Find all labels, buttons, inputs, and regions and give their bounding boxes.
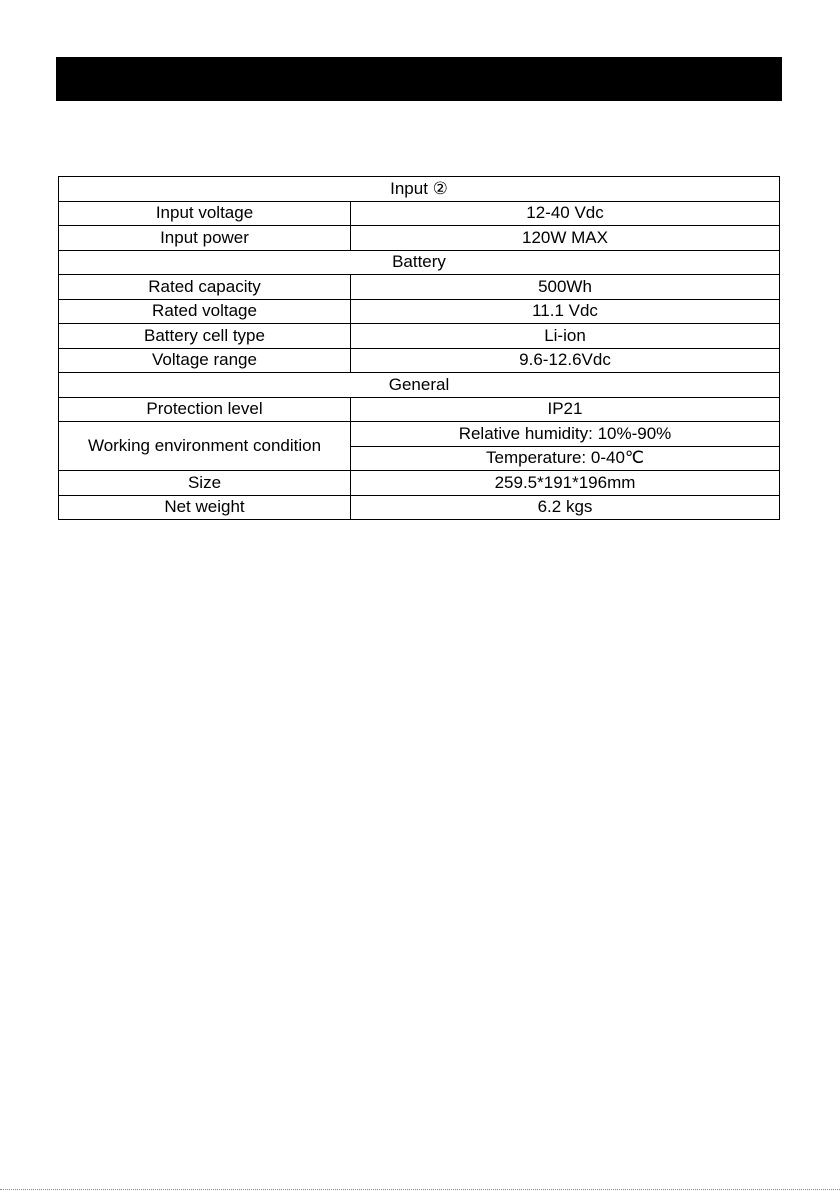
table-row <box>59 422 780 447</box>
table-row <box>59 348 780 373</box>
table-row <box>59 495 780 520</box>
spec-value: 500Wh <box>351 275 780 300</box>
section-header-row <box>59 177 780 202</box>
table-row <box>59 324 780 349</box>
spec-value: IP21 <box>351 397 780 422</box>
section-header-row <box>59 373 780 398</box>
spec-label: Working environment condition <box>59 422 351 471</box>
spec-value: 11.1 Vdc <box>351 299 780 324</box>
spec-label: Rated capacity <box>59 275 351 300</box>
table-row <box>59 275 780 300</box>
page-bottom-edge <box>0 1189 840 1190</box>
spec-label: Rated voltage <box>59 299 351 324</box>
section-title-general: General <box>59 373 780 398</box>
spec-value: 120W MAX <box>351 226 780 251</box>
table-row <box>59 201 780 226</box>
section-title-battery: Battery <box>59 250 780 275</box>
spec-value: Relative humidity: 10%-90% <box>351 422 780 447</box>
spec-label: Input power <box>59 226 351 251</box>
spec-label: Input voltage <box>59 201 351 226</box>
spec-value: 12-40 Vdc <box>351 201 780 226</box>
section-header-row <box>59 250 780 275</box>
spec-value: 6.2 kgs <box>351 495 780 520</box>
table-row <box>59 299 780 324</box>
table-row <box>59 226 780 251</box>
specifications-table <box>58 176 780 520</box>
section-title-input: Input ② <box>59 177 780 202</box>
spec-value: 259.5*191*196mm <box>351 471 780 496</box>
spec-label: Voltage range <box>59 348 351 373</box>
table-row <box>59 471 780 496</box>
spec-label: Protection level <box>59 397 351 422</box>
spec-label: Size <box>59 471 351 496</box>
spec-value: 9.6-12.6Vdc <box>351 348 780 373</box>
spec-value: Li-ion <box>351 324 780 349</box>
spec-label: Battery cell type <box>59 324 351 349</box>
section-header-bar <box>56 57 782 101</box>
spec-label: Net weight <box>59 495 351 520</box>
spec-value: Temperature: 0-40℃ <box>351 446 780 471</box>
table-row <box>59 397 780 422</box>
